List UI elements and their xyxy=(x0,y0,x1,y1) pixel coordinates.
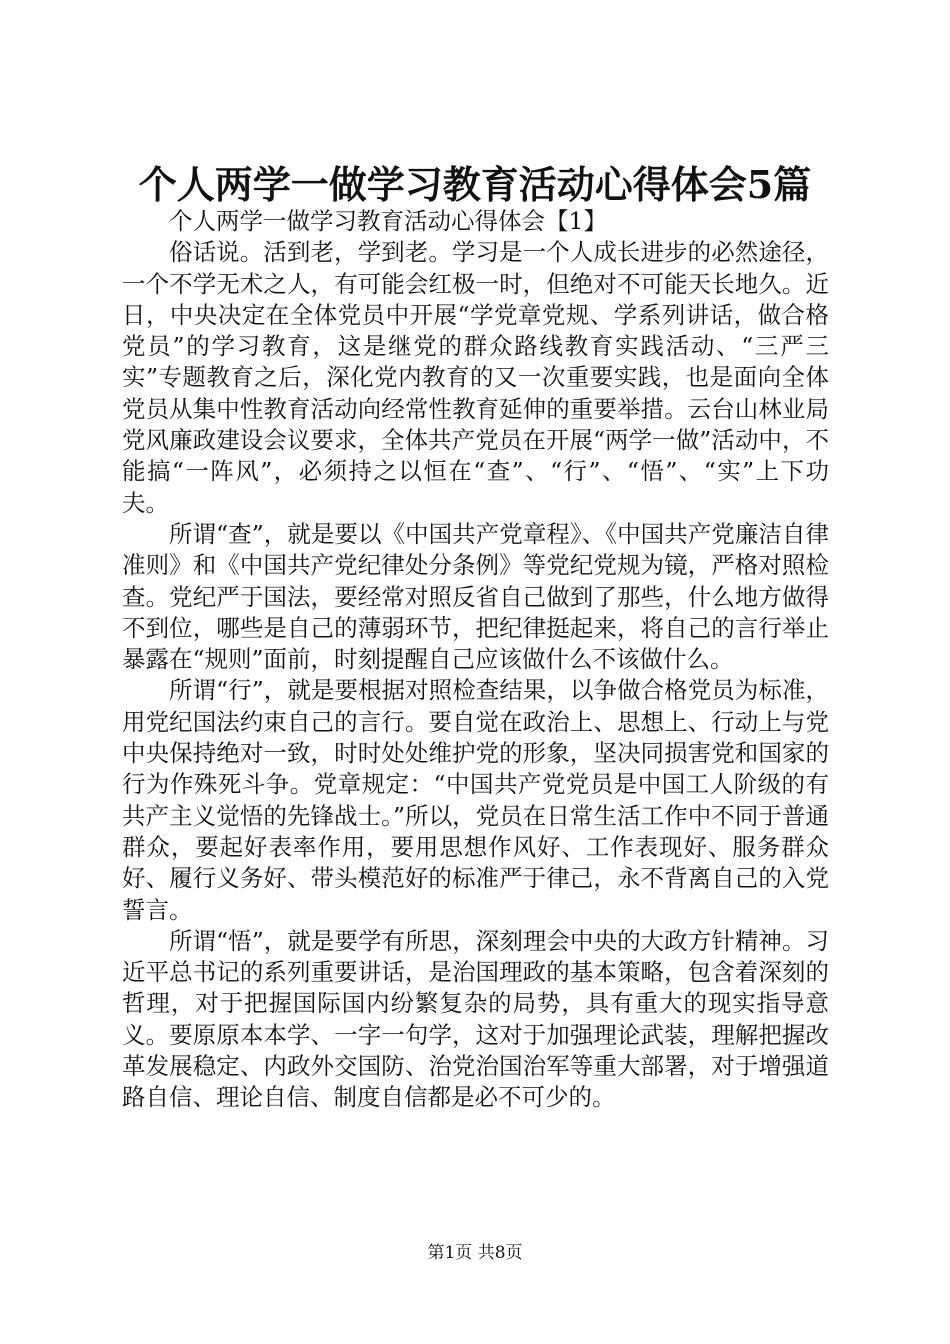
document-body xyxy=(122,206,829,1114)
paragraph-intro: 俗话说。活到老，学到老。学习是一个人成长进步的必然途径，一个不学无术之人，有可能会红极一时，但绝对不可能天长地久。近日，中央决定在全体党员中开展“学党章党规、学系列讲话，做合格党员”的学习教育，这是继党的群众路线教育实践活动、“三严三实”专题教育之后，深化党内教育的又一次重要实践，也是面向全体党员从集中性教育活动向经常性教育延伸的重要举措。云台山林业局党风廉政建设会议要求，全体共产党员在开展“两学一做”活动中，不能搞“一阵风”，必须持之以恒在“查”、“行”、“悟”、“实”上下功夫。 xyxy=(122,238,829,517)
paragraph-wu: 所谓“悟”，就是要学有所思，深刻理会中央的大政方针精神。习近平总书记的系列重要讲话，是治国理政的基本策略，包含着深刻的哲理，对于把握国际国内纷繁复杂的局势，具有重大的现实指导意义。要原原本本学、一字一句学，这对于加强理论武装，理解把握改革发展稳定、内政外交国防、治党治国治军等重大部署，对于增强道路自信、理论自信、制度自信都是必不可少的。 xyxy=(122,926,829,1112)
page-footer: 第1页 共8页 xyxy=(427,1243,523,1263)
paragraph-xing: 所谓“行”，就是要根据对照检查结果，以争做合格党员为标准，用党纪国法约束自己的言行。要自觉在政治上、思想上、行动上与党中央保持绝对一致，时时处处维护党的形象，坚决同损害党和国家的行为作殊死斗争。党章规定：“中国共产党党员是中国工人阶级的有共产主义觉悟的先锋战士。”所以，党员在日常生活工作中不同于普通群众，要起好表率作用，要用思想作风好、工作表现好、服务群众好、履行义务好、带头模范好的标准严于律己，永不背离自己的入党誓言。 xyxy=(122,676,829,924)
paragraph-cha: 所谓“查”，就是要以《中国共产党章程》、《中国共产党廉洁自律准则》和《中国共产党纪律处分条例》等党纪党规为镜，严格对照检查。党纪严于国法，要经常对照反省自己做到了那些，什么地方做得不到位，哪些是自己的薄弱环节，把纪律挺起来，将自己的言行举止暴露在“规则”面前，时刻提醒自己应该做什么不该做什么。 xyxy=(122,519,829,674)
document-title: 个人两学一做学习教育活动心得体会5篇 xyxy=(138,162,812,207)
section-heading: 个人两学一做学习教育活动心得体会【1】 xyxy=(169,207,607,235)
